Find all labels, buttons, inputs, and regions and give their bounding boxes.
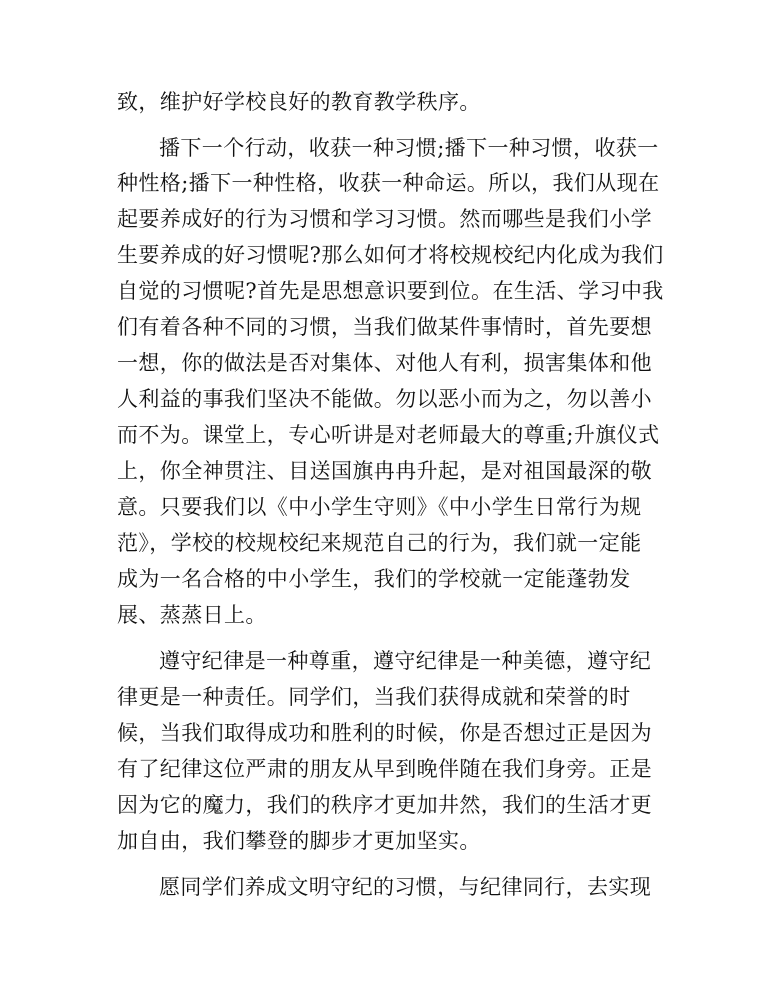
text-line: 候，当我们取得成功和胜利的时候，你是否想过正是因为: [117, 721, 652, 745]
text-line: 有了纪律这位严肃的朋友从早到晚伴随在我们身旁。正是: [117, 757, 652, 781]
text-line: 加自由，我们攀登的脚步才更加坚实。: [117, 829, 481, 853]
text-line: 起要养成好的行为习惯和学习习惯。然而哪些是我们小学: [117, 207, 652, 231]
text-line: 生要养成的好习惯呢?那么如何才将校规校纪内化成为我们: [117, 243, 664, 267]
text-line: 们有着各种不同的习惯，当我们做某件事情时，首先要想: [117, 315, 652, 339]
text-line: 致，维护好学校良好的教育教学秩序。: [117, 90, 481, 114]
text-line: 意。只要我们以《中小学生守则》《中小学生日常行为规: [117, 495, 642, 519]
text-line: 一想，你的做法是否对集体、对他人有利，损害集体和他: [117, 351, 652, 375]
text-line: 种性格;播下一种性格，收获一种命运。所以，我们从现在: [117, 171, 660, 195]
paragraph-start-line: 愿同学们养成文明守纪的习惯，与纪律同行，去实现: [159, 875, 652, 899]
paragraph-start-line: 遵守纪律是一种尊重，遵守纪律是一种美德，遵守纪: [159, 649, 652, 673]
text-line: 律更是一种责任。同学们，当我们获得成就和荣誉的时: [117, 685, 631, 709]
paragraph-start-line: 播下一个行动，收获一种习惯;播下一种习惯，收获一: [159, 136, 659, 160]
text-line: 上，你全神贯注、目送国旗冉冉升起，是对祖国最深的敬: [117, 459, 652, 483]
text-line: 因为它的魔力，我们的秩序才更加井然，我们的生活才更: [117, 793, 652, 817]
text-line: 成为一名合格的中小学生，我们的学校就一定能蓬勃发: [117, 567, 631, 591]
text-line: 展、蒸蒸日上。: [117, 603, 267, 627]
text-line: 而不为。课堂上，专心听讲是对老师最大的尊重;升旗仪式: [117, 423, 660, 447]
text-line: 自觉的习惯呢?首先是思想意识要到位。在生活、学习中我: [117, 279, 664, 303]
text-line: 范》，学校的校规校纪来规范自己的行为，我们就一定能: [117, 531, 642, 555]
text-line: 人利益的事我们坚决不能做。勿以恶小而为之，勿以善小: [117, 387, 652, 411]
